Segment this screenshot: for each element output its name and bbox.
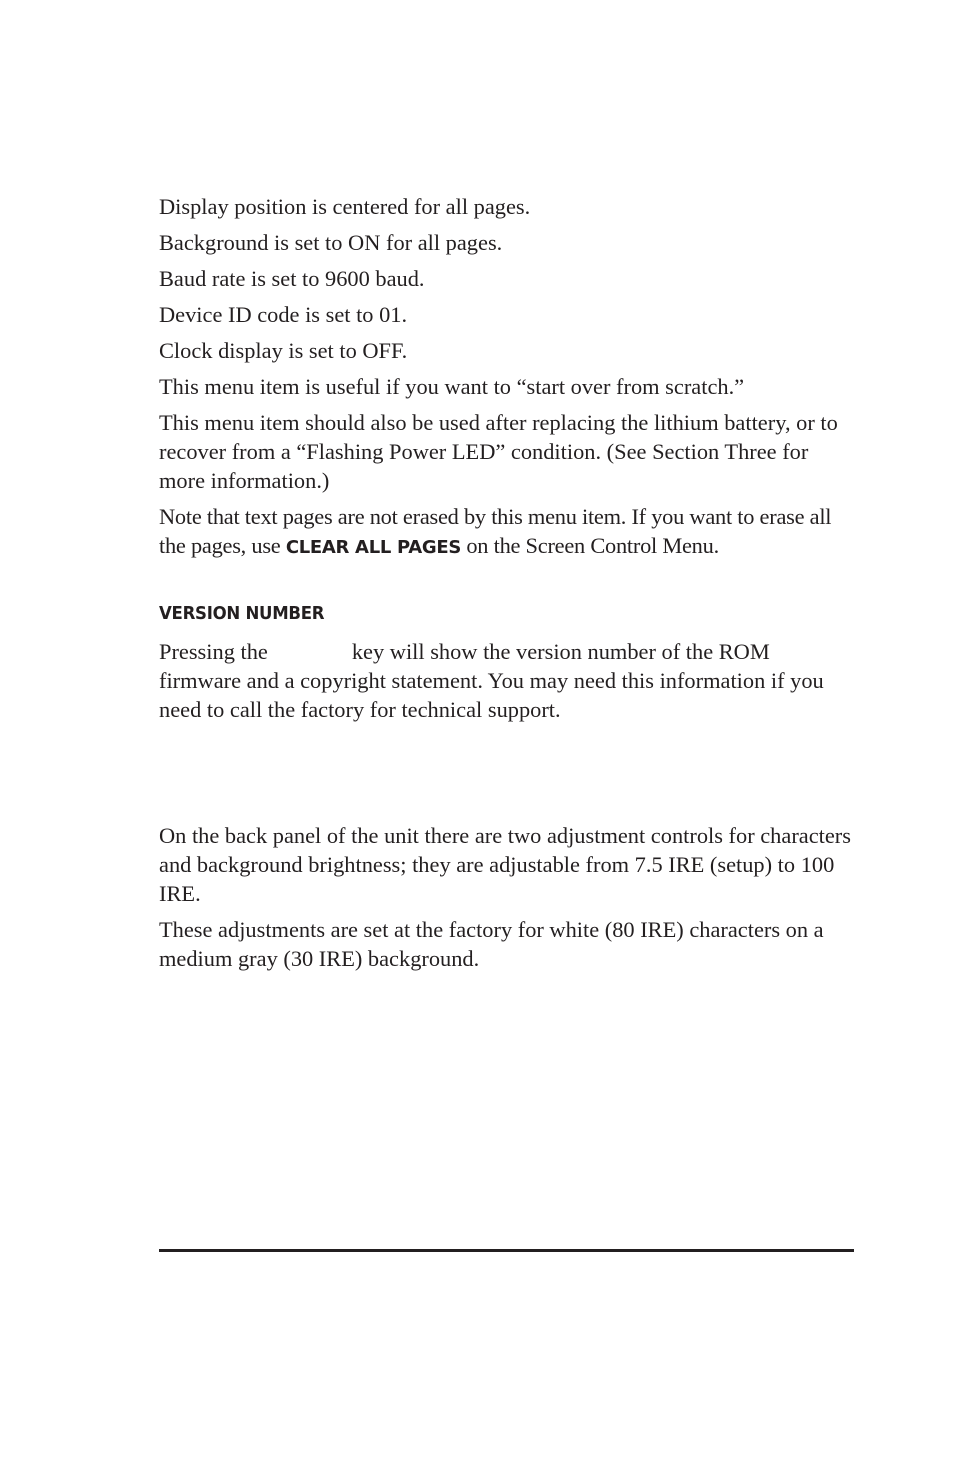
note-text-before: Note that text pages are not erased by this menu item. If you want to erase all the pages, use [159, 504, 832, 558]
factory-settings-paragraph: These adjustments are set at the factory for white (80 IRE) characters on a medium gray (30 IRE) background. [159, 917, 824, 971]
brightness-controls-paragraph: On the back panel of the unit there are two adjustment controls for characters and background brightness; they are adjustable from 7.5 IRE (setup) to 100 IRE. [159, 823, 851, 906]
baud-rate-line: Baud rate is set to 9600 baud. [159, 266, 425, 291]
clock-display-line: Clock display is set to OFF. [159, 338, 408, 363]
device-id-line: Device ID code is set to 01. [159, 302, 408, 327]
footer-rule [159, 1249, 854, 1252]
note-text-after: on the Screen Control Menu. [461, 533, 719, 558]
background-line: Background is set to ON for all pages. [159, 230, 503, 255]
version-number-paragraph [159, 637, 855, 724]
clear-all-pages-command: CLEAR ALL PAGES [285, 537, 462, 558]
version-number-heading-row [159, 603, 855, 627]
display-position-line: Display position is centered for all pages. [159, 194, 531, 219]
page-body [159, 192, 855, 973]
version-text-after: key will show the version number of the ROM firmware and a copyright statement. You may need this information if you need to call the factory for technical support. [159, 639, 824, 722]
start-over-paragraph: This menu item is useful if you want to “start over from scratch.” [159, 374, 745, 399]
version-text-before: Pressing the [159, 639, 268, 664]
lithium-battery-paragraph: This menu item should also be used after replacing the lithium battery, or to recover from a “Flashing Power LED” condition. (See Section Three for more information.) [159, 410, 838, 493]
version-number-heading: VERSION NUMBER [159, 603, 325, 624]
note-paragraph [159, 502, 855, 562]
